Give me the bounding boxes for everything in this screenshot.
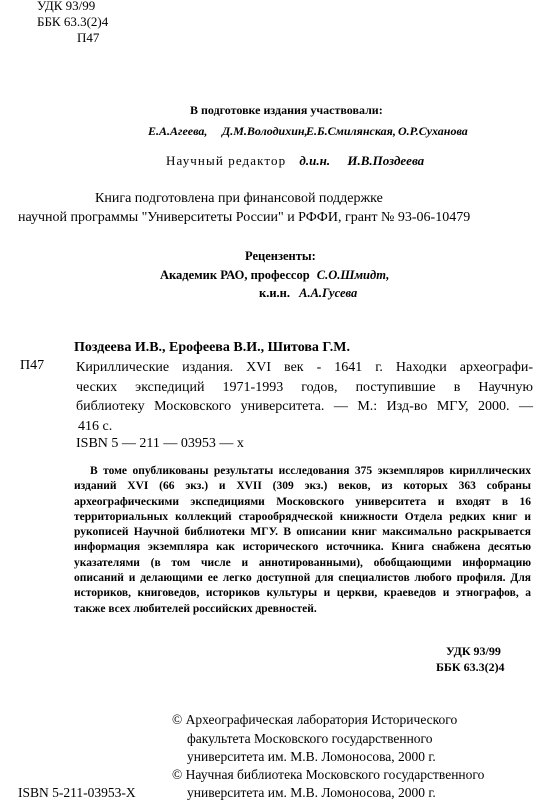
participants-heading: В подготовке издания участвовали: [190, 103, 383, 117]
copyright-2-line-2: университета им. М.В. Ломоносова, 2000 г. [187, 785, 436, 800]
reviewer-1-name: С.О.Шмидт, [316, 268, 390, 282]
participant-name: Д.М.Володихин, [222, 124, 308, 138]
funding-line-1: Книга подготовлена при финансовой поддержке [95, 191, 383, 206]
abstract [74, 464, 531, 617]
abstract-line: историков, книговедов, историков культуры и церкви, краеведов и этнографов, а [74, 587, 531, 600]
funding-line-2: научной программы "Университеты России" и РФФИ, грант № 93-06-10479 [18, 210, 471, 225]
abstract-line: археографическими экспедициями Московского университета и входят в 16 [74, 495, 531, 508]
bbk-top: ББК 63.3(2)4 [37, 14, 109, 29]
scientific-editor-degree: д.и.н. [299, 153, 331, 168]
catalog-line: 416 с. [78, 418, 113, 434]
abstract-line: указателями (в том числе и аннотированными), обобщающими информацию [74, 556, 531, 569]
catalog-line: ческих экспедиций 1971-1993 годов, поступившие в Научную [76, 379, 533, 395]
reviewers-heading: Рецензенты: [245, 249, 316, 263]
reviewer-2-title: к.и.н. [259, 286, 290, 300]
reviewer-2 [259, 285, 357, 301]
abstract-line: информация экземпляра как исторического источника. Книга снабжена десятью [74, 541, 531, 554]
abstract-line: территориальных коллекций старообрядческой книжности Отдела редких книг и [74, 510, 531, 523]
abstract-line: рукописей Научной библиотеки МГУ. В описании книг максимально раскрывается [74, 526, 531, 539]
udk-bottom: УДК 93/99 [446, 644, 501, 658]
abstract-line: описаний и делающими ее легко доступной для специалистов любого профиля. Для [74, 572, 531, 585]
catalog-isbn: ISBN 5 — 211 — 03953 — x [76, 436, 244, 451]
copyright-1-line-3: университета им. М.В. Ломоносова, 2000 г. [187, 749, 436, 764]
abstract-line: В томе опубликованы результаты исследования 375 экземпляров кириллических [90, 465, 531, 477]
reviewer-1 [160, 267, 389, 283]
reviewer-1-title: Академик РАО, профессор [160, 268, 310, 282]
copyright-1-line-1: © Археографическая лаборатория Исторического [172, 712, 458, 727]
bbk-bottom: ББК 63.3(2)4 [436, 660, 505, 674]
catalog-description [76, 358, 533, 436]
catalog-line: библиотеку Московского университета. — М.: Изд-во МГУ, 2000. — [76, 399, 533, 414]
isbn-bottom: ISBN 5-211-03953-X [18, 785, 136, 800]
participant-name: Е.Б.Смилянская, [306, 124, 396, 138]
participant-name: О.Р.Суханова [398, 124, 468, 138]
scientific-editor-label: Научный редактор [166, 153, 287, 168]
author-mark-top: П47 [77, 30, 100, 45]
udk-top: УДК 93/99 [37, 0, 96, 13]
copyright-1-line-2: факультета Московского государственного [187, 731, 433, 746]
catalog-line: Кириллические издания. XVI век - 1641 г. Находки археографи- [76, 360, 533, 375]
scientific-editor-name: И.В.Поздеева [347, 153, 425, 168]
catalog-mark: П47 [20, 358, 45, 373]
catalog-authors: Поздеева И.В., Ерофеева В.И., Шитова Г.М. [74, 340, 350, 355]
abstract-line: также всех любителей российских древностей. [74, 602, 317, 615]
copyright-2-line-1: © Научная библиотека Московского государственного [172, 767, 485, 782]
abstract-line: изданий XVI (66 экз.) и XVII (309 экз.) веков, из которых 363 собраны [74, 480, 531, 493]
reviewer-2-name: А.А.Гусева [299, 286, 358, 300]
participant-name: Е.А.Агеева, [148, 124, 208, 138]
scientific-editor [166, 153, 424, 169]
